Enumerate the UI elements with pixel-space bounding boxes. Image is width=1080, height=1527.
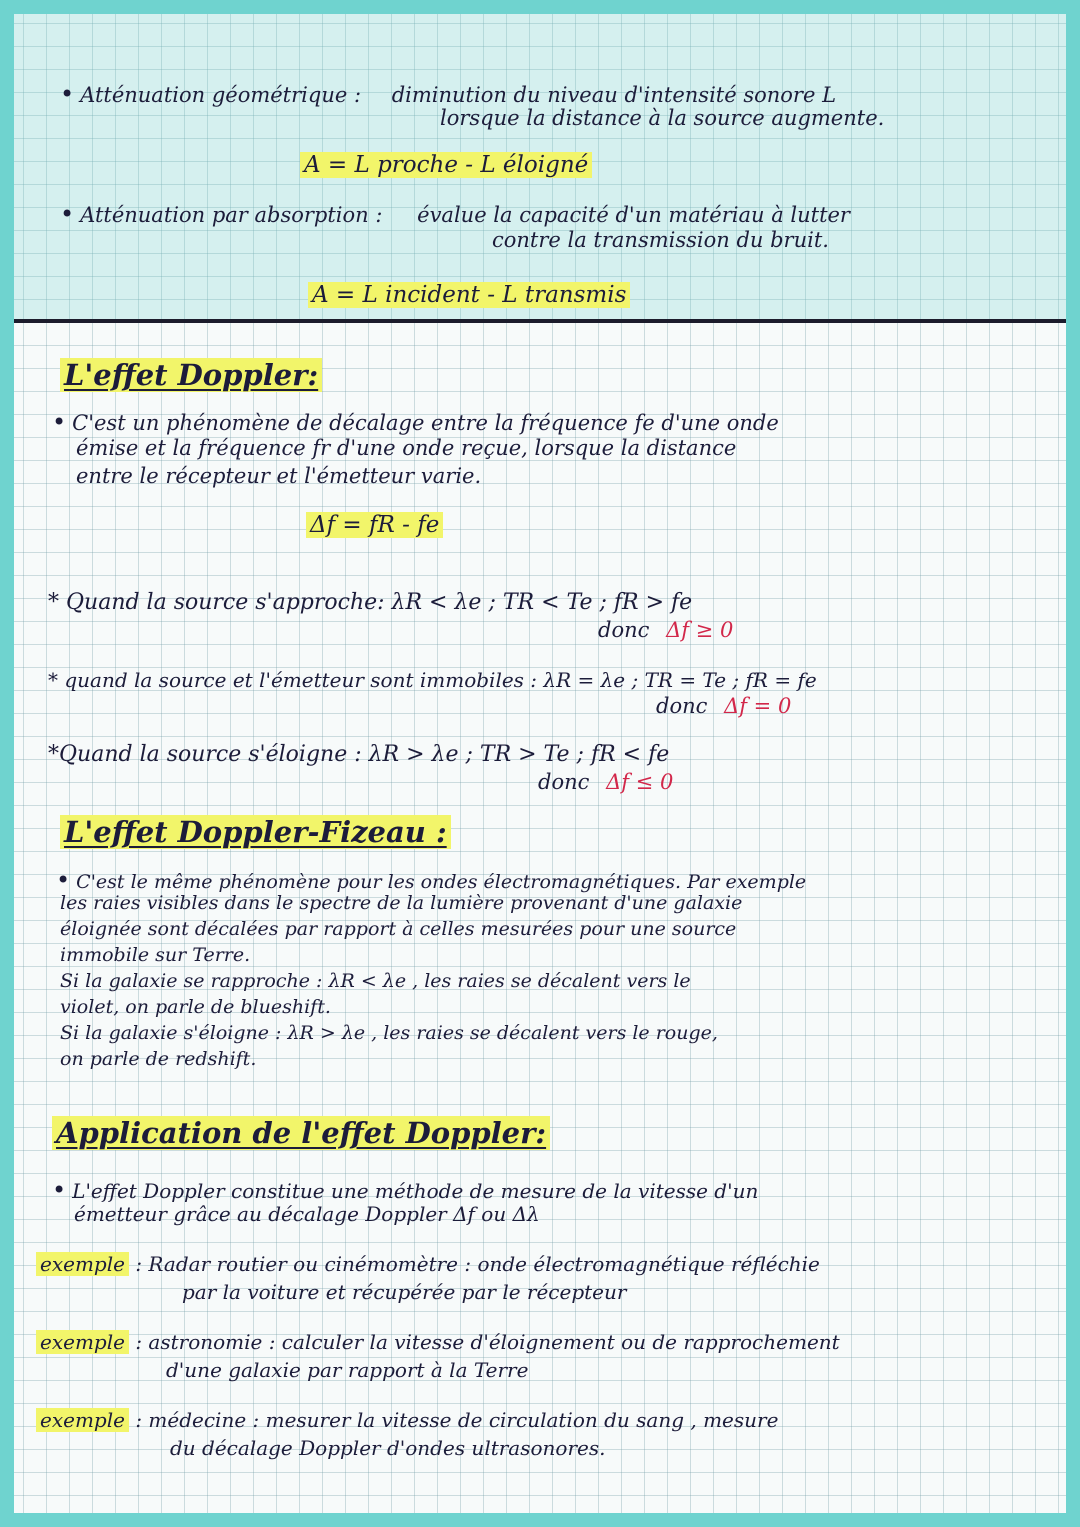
abs-attenuation-def2: contre la transmission du bruit. [492,228,829,252]
example1-a: : Radar routier ou cinémomètre : onde électromagnétique réfléchie [135,1252,820,1276]
page-margin-left [0,0,14,1527]
application-title-text: Application de l'effet Doppler: [52,1116,550,1150]
page-margin-right [1066,0,1080,1527]
example1-row [36,1252,820,1276]
fizeau-l1-row: • C'est le même phénomène pour les ondes électromagnétiques. Par exemple [56,866,807,894]
case2-result-row [656,694,791,718]
fizeau-l7: Si la galaxie s'éloigne : λR > λe , les raies se décalent vers le rouge, [60,1022,718,1044]
fizeau-l3: éloignée sont décalées par rapport à celles mesurées pour une source [60,918,737,940]
geo-attenuation-label: Atténuation géométrique : [80,83,362,107]
page-margin-top [0,0,1080,14]
example3-b: du décalage Doppler d'ondes ultrasonores. [170,1436,606,1460]
abs-attenuation-row: • Atténuation par absorption : évalue la capacité d'un matériau à lutter [60,200,850,228]
case1-text: * Quand la source s'approche: λR < λe ; TR < Te ; fR > fe [48,590,693,615]
case2-text: * quand la source et l'émetteur sont immobiles : λR = λe ; TR = Te ; fR = fe [48,668,817,692]
section-divider [14,319,1066,323]
fizeau-title-text: L'effet Doppler-Fizeau : [60,815,451,849]
fizeau-title [60,815,451,849]
geo-attenuation-row: • Atténuation géométrique : diminution du niveau d'intensité sonore L [60,80,837,108]
fizeau-l8: on parle de redshift. [60,1048,257,1070]
fizeau-l4: immobile sur Terre. [60,944,251,966]
doppler-def1-row: • C'est un phénomène de décalage entre la fréquence fe d'une onde [52,408,779,436]
example3-row [36,1408,778,1432]
doppler-def2: émise et la fréquence fr d'une onde reçue, lorsque la distance [76,436,737,460]
fizeau-l6: violet, on parle de blueshift. [60,996,331,1018]
abs-attenuation-def1: évalue la capacité d'un matériau à lutter [417,203,850,227]
fizeau-l2: les raies visibles dans le spectre de la lumière provenant d'une galaxie [60,892,743,914]
case3-result: Δf ≤ 0 [606,770,674,794]
doppler-formula-text: Δf = fR - fe [306,512,443,538]
example2-a: : astronomie : calculer la vitesse d'éloignement ou de rapprochement [135,1330,840,1354]
example1-label: exemple [36,1252,129,1276]
example3-a: : médecine : mesurer la vitesse de circulation du sang , mesure [135,1408,779,1432]
example2-label: exemple [36,1330,129,1354]
abs-formula [308,282,630,308]
doppler-def1: C'est un phénomène de décalage entre la fréquence fe d'une onde [72,411,779,435]
example1-b: par la voiture et récupérée par le récepteur [182,1280,627,1304]
geo-formula [300,152,592,178]
case2-result: Δf = 0 [724,694,792,718]
doppler-title-text: L'effet Doppler: [60,358,322,392]
example2-b: d'une galaxie par rapport à la Terre [166,1358,529,1382]
case1-result: Δf ≥ 0 [666,618,734,642]
case3-result-row [538,770,673,794]
case3-text: *Quand la source s'éloigne : λR > λe ; TR > Te ; fR < fe [48,742,670,767]
application-l1: L'effet Doppler constitue une méthode de mesure de la vitesse d'un [72,1179,759,1203]
doppler-title [60,358,322,392]
example3-label: exemple [36,1408,129,1432]
application-title [52,1116,550,1150]
doppler-formula [306,512,443,538]
fizeau-l5: Si la galaxie se rapproche : λR < λe , les raies se décalent vers le [60,970,691,992]
page-margin-bottom [0,1513,1080,1527]
application-l1-row: • L'effet Doppler constitue une méthode de mesure de la vitesse d'un [52,1176,759,1204]
geo-formula-text: A = L proche - L éloigné [300,152,592,178]
geo-attenuation-def2: lorsque la distance à la source augmente. [440,106,885,130]
application-l2: émetteur grâce au décalage Doppler Δf ou Δλ [74,1202,540,1226]
case2-donc: donc [656,694,708,718]
abs-attenuation-label: Atténuation par absorption : [80,203,383,227]
case1-donc: donc [598,618,650,642]
example2-row [36,1330,840,1354]
geo-attenuation-def1: diminution du niveau d'intensité sonore L [391,83,837,107]
fizeau-l1: C'est le même phénomène pour les ondes électromagnétiques. Par exemple [76,871,807,893]
abs-formula-text: A = L incident - L transmis [308,282,630,308]
case1-result-row [598,618,733,642]
doppler-def3: entre le récepteur et l'émetteur varie. [76,464,482,488]
case3-donc: donc [538,770,590,794]
